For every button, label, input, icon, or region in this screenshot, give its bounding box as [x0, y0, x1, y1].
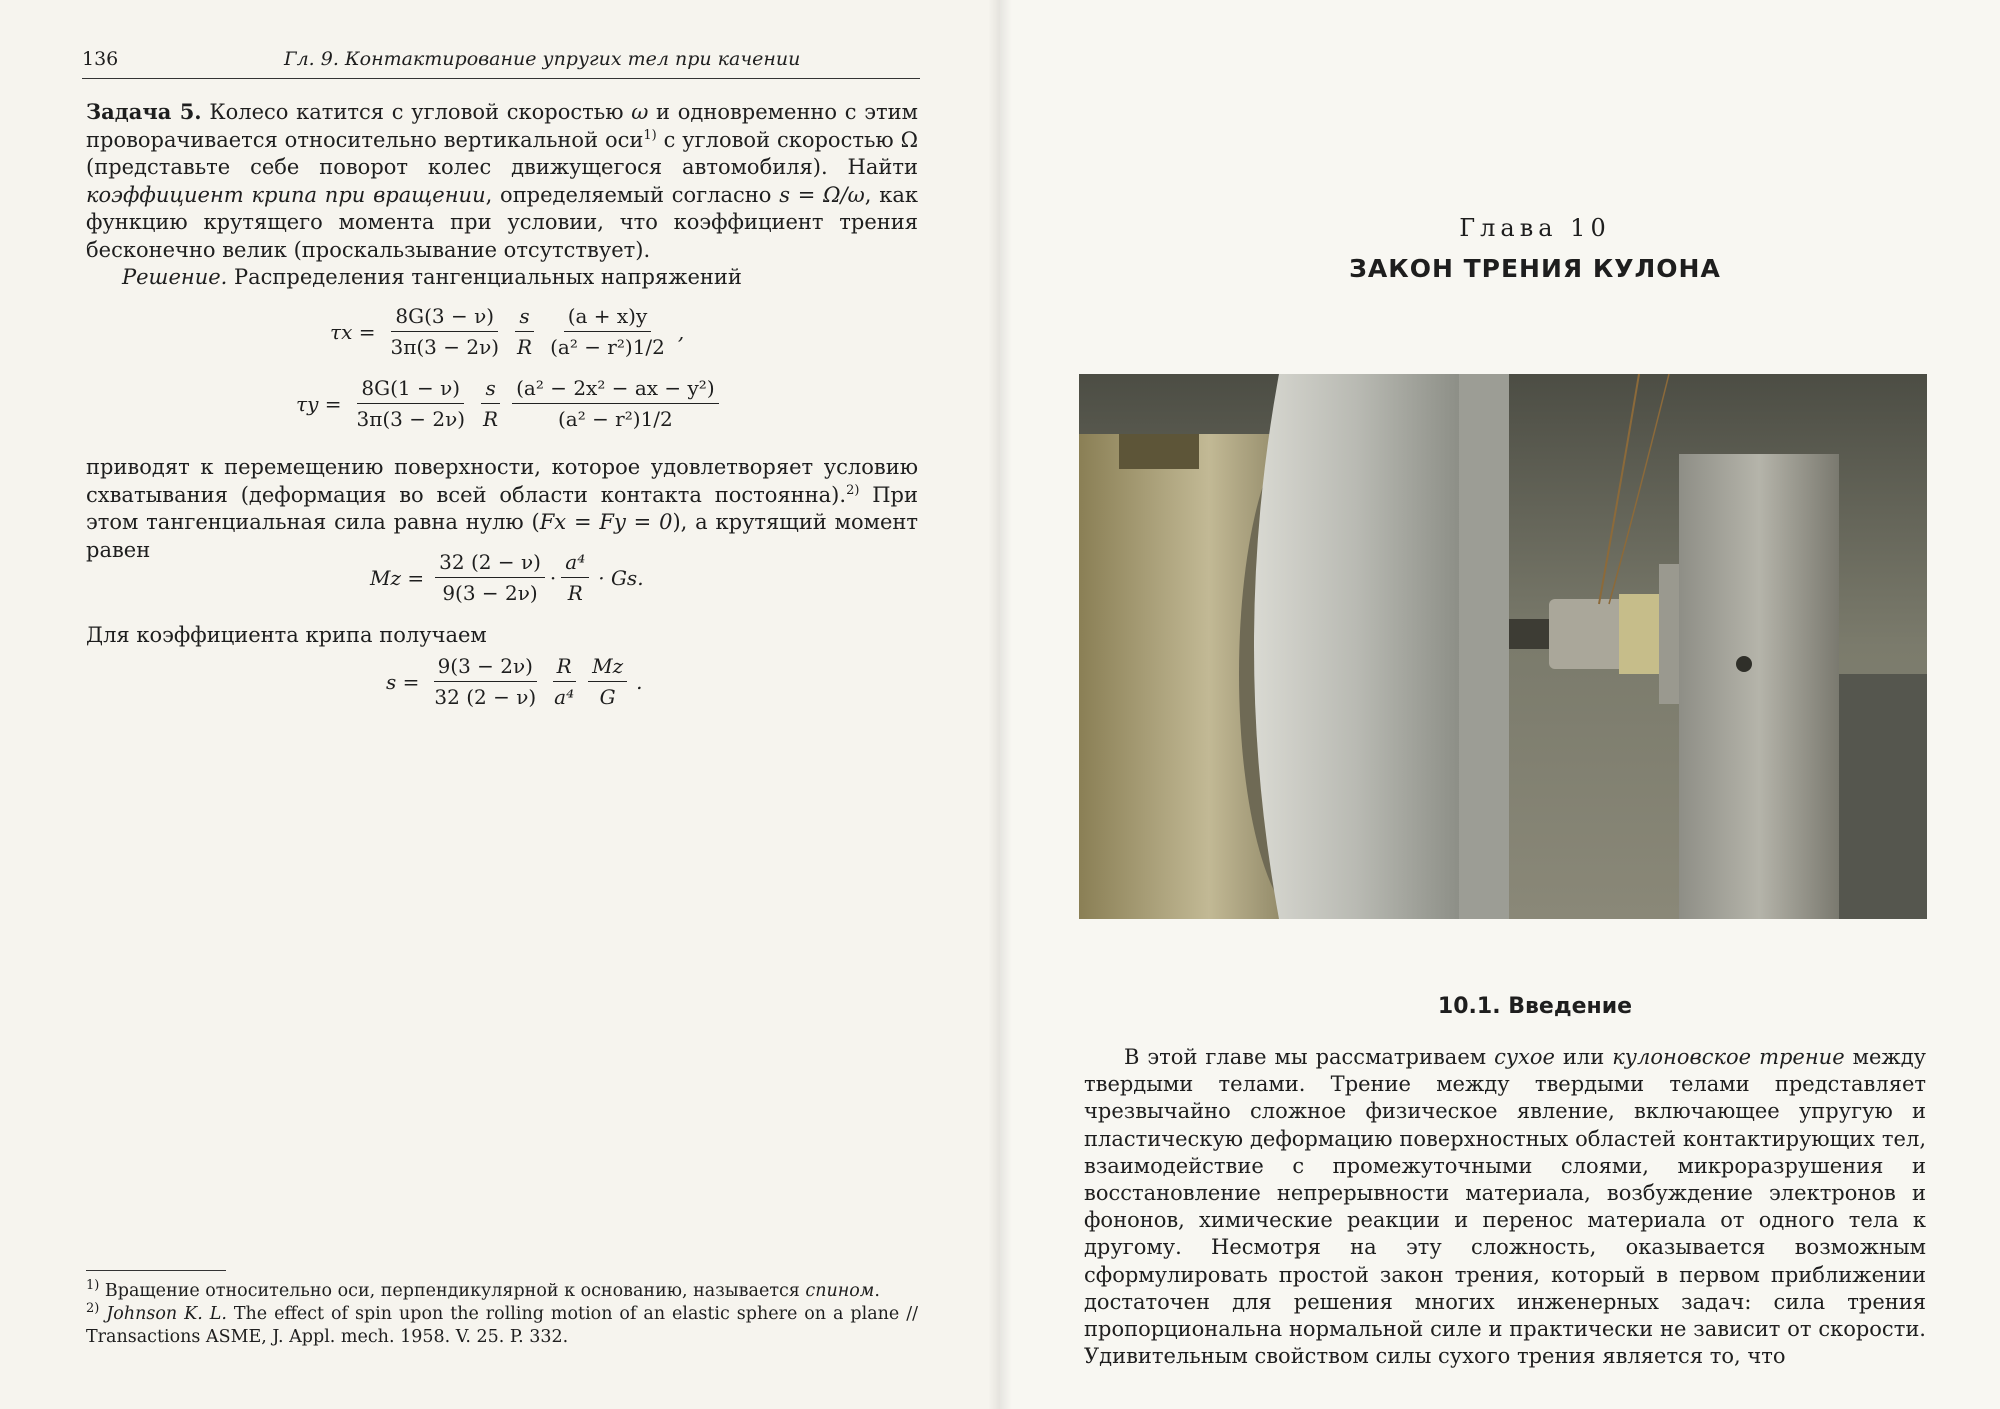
task-text: Колесо катится с угловой скоростью: [201, 100, 632, 124]
denominator: R: [483, 407, 499, 431]
numerator: 9(3 − 2ν): [434, 654, 537, 682]
task-expression: s = Ω/ω: [779, 182, 865, 207]
formula-lhs: τx =: [330, 319, 376, 344]
force-expression: Fx = Fy = 0: [539, 510, 673, 534]
book-gutter: [988, 0, 1012, 1409]
fraction: [588, 654, 627, 709]
paragraph-text: При этом тангенциальная сила равна нулю (: [86, 482, 919, 534]
formula-torque: [370, 550, 644, 605]
formula-creep: [386, 654, 643, 709]
task-text: , как функцию крутящего момента при условии, что коэффициент трения бесконечно велик (проскальзывание отсутствует).: [86, 182, 918, 262]
chapter-photo: [1079, 374, 1927, 919]
formula-trail: ,: [677, 319, 685, 344]
running-header: [82, 48, 920, 82]
dot-operator: ·: [549, 565, 557, 590]
fraction: [550, 654, 578, 709]
numerator: s: [481, 376, 499, 404]
solution-paragraph: [86, 264, 918, 292]
task-text: , определяемый согласно: [485, 182, 780, 207]
paragraph-text: между твердыми телами. Трение между твердыми телами представляет чрезвычайно сложное физическое явление, включающее упругую и пластическую деформацию поверхностных областей контактирующих тел, взаимодействие с промежуточными слоями, микроразрушения и восстановление непрерывности материала, возбуждение электронов и фононов, химические реакции и перенос материала от одного тела к другому. Несмотря на эту сложность, оказывается возможным сформулировать простой закон трения, который в первом приближении достаточен для решения многих инженерных задач: сила трения пропорциональна нормальной силе и практически не зависит от скорости. Удивительным свойством силы сухого трения является то, что: [1084, 1045, 1926, 1369]
formula-tau-y: [296, 376, 724, 431]
numerator: 8G(1 − ν): [357, 376, 464, 404]
footnote-1: [86, 1280, 918, 1303]
term-dry: сухое: [1494, 1045, 1555, 1069]
fraction: [561, 550, 589, 605]
fraction: [479, 376, 502, 431]
footnote-mark: 1): [86, 1278, 100, 1294]
formula-lhs: τy =: [296, 391, 342, 416]
footnote-text: Вращение относительно оси, перпендикулярной к основанию, называется: [99, 1281, 806, 1301]
page-number: 136: [82, 48, 119, 70]
paragraph-text: или: [1554, 1045, 1613, 1069]
term-coulomb: кулоновское трение: [1612, 1045, 1845, 1069]
footnote-rule: [86, 1270, 226, 1271]
running-title: Гл. 9. Контактирование упругих тел при качении: [284, 48, 801, 70]
friction-apparatus-photo: [1079, 374, 1927, 919]
fraction: [386, 304, 503, 359]
denominator: 3π(3 − 2ν): [390, 335, 500, 359]
task-text: и одновременно с этим проворачивается относительно вертикальной оси: [86, 100, 918, 152]
footnote-text: .: [874, 1281, 880, 1301]
numerator: a⁴: [561, 550, 589, 578]
footnote-author: Johnson K. L.: [99, 1304, 227, 1324]
footnote-2: [86, 1303, 918, 1349]
footnote-text: The effect of spin upon the rolling motion of an elastic sphere on a plane // Transactions ASME, J. Appl. mech. 1958. V. 25. P. 332.: [86, 1304, 918, 1347]
task-term: коэффициент крипа при вращении: [86, 182, 486, 207]
formula-tau-x: [330, 304, 684, 359]
header-rule: [82, 78, 920, 79]
fraction: [512, 376, 719, 431]
paragraph-text: ), а крутящий момент равен: [86, 510, 918, 562]
denominator: (a² − r²)1/2: [550, 335, 665, 359]
omega-symbol: ω: [631, 100, 649, 124]
big-omega-symbol: Ω: [900, 127, 918, 152]
denominator: 32 (2 − ν): [434, 685, 537, 709]
paragraph-text: приводят к перемещению поверхности, которое удовлетворяет условию схватывания (деформация во всей области контакта постоянна).: [86, 455, 918, 507]
denominator: 9(3 − 2ν): [442, 581, 538, 605]
right-page: [1000, 0, 2000, 1409]
footnote-ref: 1): [643, 127, 657, 143]
denominator: (a² − r²)1/2: [557, 407, 673, 431]
paragraph-text: В этой главе мы рассматриваем: [1124, 1045, 1495, 1069]
numerator: Mz: [588, 654, 627, 682]
creep-intro: Для коэффициента крипа получаем: [86, 623, 487, 647]
task-label: Задача 5.: [86, 99, 202, 124]
footnote-ref: 2): [846, 482, 860, 498]
chapter-title: ЗАКОН ТРЕНИЯ КУЛОНА: [1349, 254, 1721, 283]
denominator: a⁴: [554, 685, 575, 709]
formula-lhs: s =: [386, 669, 420, 694]
chapter-label: Глава 10: [1459, 214, 1611, 242]
fraction: [430, 654, 540, 709]
numerator: s: [515, 304, 533, 332]
adhesion-paragraph: [86, 454, 918, 564]
intro-paragraph: [1084, 1044, 1926, 1370]
numerator: 32 (2 − ν): [435, 550, 545, 578]
formula-trail: .: [636, 669, 643, 694]
denominator: 3π(3 − 2ν): [356, 407, 466, 431]
numerator: 8G(3 − ν): [391, 304, 498, 332]
formula-lhs: Mz =: [370, 565, 425, 590]
denominator: G: [599, 685, 616, 709]
formula-trail: · Gs.: [598, 565, 644, 590]
task-text: с угловой скоростью: [656, 127, 901, 152]
task-paragraph: [86, 98, 918, 264]
fraction: [435, 550, 545, 605]
task-text: (представьте себе поворот колес движущегося автомобиля). Найти: [86, 155, 918, 179]
solution-text: Распределения тангенциальных напряжений: [227, 265, 742, 289]
solution-label: Решение.: [122, 265, 228, 289]
denominator: R: [567, 581, 583, 605]
fraction: [352, 376, 469, 431]
fraction: [513, 304, 536, 359]
numerator: R: [553, 654, 576, 682]
numerator: (a + x)y: [564, 304, 652, 332]
footnote-mark: 2): [86, 1301, 100, 1317]
fraction: [546, 304, 669, 359]
section-title: 10.1. Введение: [1437, 994, 1633, 1019]
denominator: R: [517, 335, 533, 359]
numerator: (a² − 2x² − ax − y²): [512, 376, 719, 404]
footnote-term: спином: [805, 1281, 875, 1301]
